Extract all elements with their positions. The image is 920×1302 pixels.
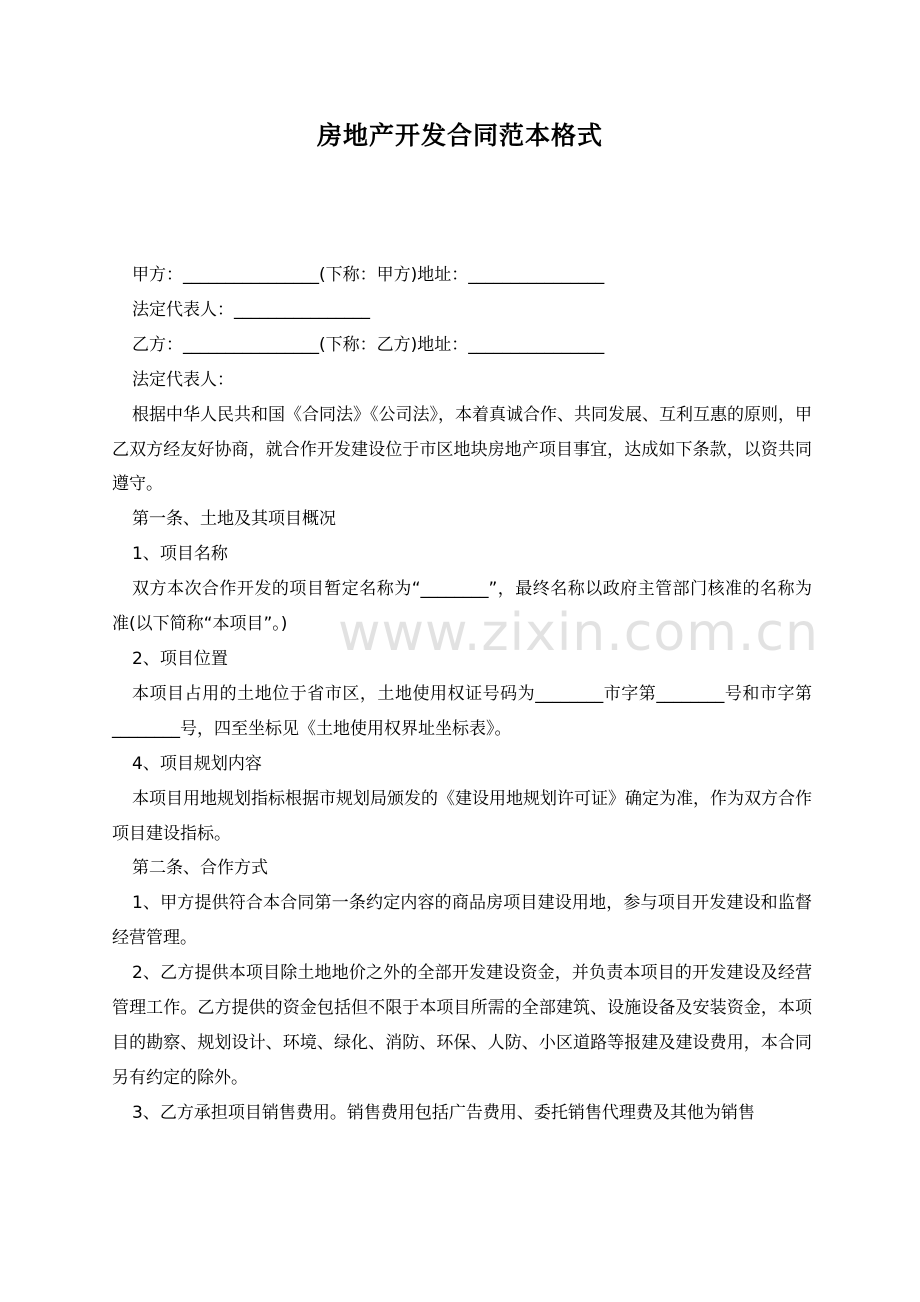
party-a-representative: 法定代表人：________________ [132, 299, 370, 320]
preamble-paragraph: 根据中华人民共和国《合同法》《公司法》，本着真诚合作、共同发展、互利互惠的原则，甲乙双方经友好协商，就合作开发建设位于市区地块房地产项目事宜，达成如下条款，以资共同遵守。 [112, 404, 812, 495]
article-2-clause-1: 1、甲方提供符合本合同第一条约定内容的商品房项目建设用地，参与项目开发建设和监督经营管理。 [112, 893, 812, 949]
item-project-planning-heading: 4、项目规划内容 [132, 753, 262, 774]
article-2-clause-2: 2、乙方提供本项目除土地地价之外的全部开发建设资金，并负责本项目的开发建设及经营管理工作。乙方提供的资金包括但不限于本项目所需的全部建筑、设施设备及安装资金，本项目的勘察、规划设计、环境、绿化、消防、环保、人防、小区道路等报建及建设费用，本合同另有约定的除外。 [112, 963, 812, 1088]
item-project-name-heading: 1、项目名称 [132, 544, 228, 565]
watermark-text: www.zixin.com.cn [338, 603, 819, 663]
party-a-line: 甲方：________________(下称：甲方)地址：________________ [132, 265, 605, 285]
item-project-name-text: 双方本次合作开发的项目暂定名称为“________”，最终名称以政府主管部门核准的名称为准(以下简称“本项目”。) [112, 579, 812, 635]
article-1-heading: 第一条、土地及其项目概况 [132, 509, 336, 530]
item-project-location-heading: 2、项目位置 [132, 648, 228, 669]
article-2-clause-3: 3、乙方承担项目销售费用。销售费用包括广告费用、委托销售代理费及其他为销售 [132, 1102, 755, 1123]
item-project-planning-text: 本项目用地规划指标根据市规划局颁发的《建设用地规划许可证》确定为准，作为双方合作项目建设指标。 [112, 788, 812, 844]
article-2-heading: 第二条、合作方式 [132, 858, 268, 879]
party-b-line: 乙方：________________(下称：乙方)地址：________________ [132, 334, 605, 355]
item-project-location-text: 本项目占用的土地位于省市区，土地使用权证号码为________市字第________号和市字第________号，四至坐标见《土地使用权界址坐标表》。 [112, 683, 812, 739]
party-b-representative: 法定代表人： [132, 369, 234, 390]
document-title: 房地产开发合同范本格式 [316, 121, 603, 150]
document-body [112, 258, 812, 1131]
